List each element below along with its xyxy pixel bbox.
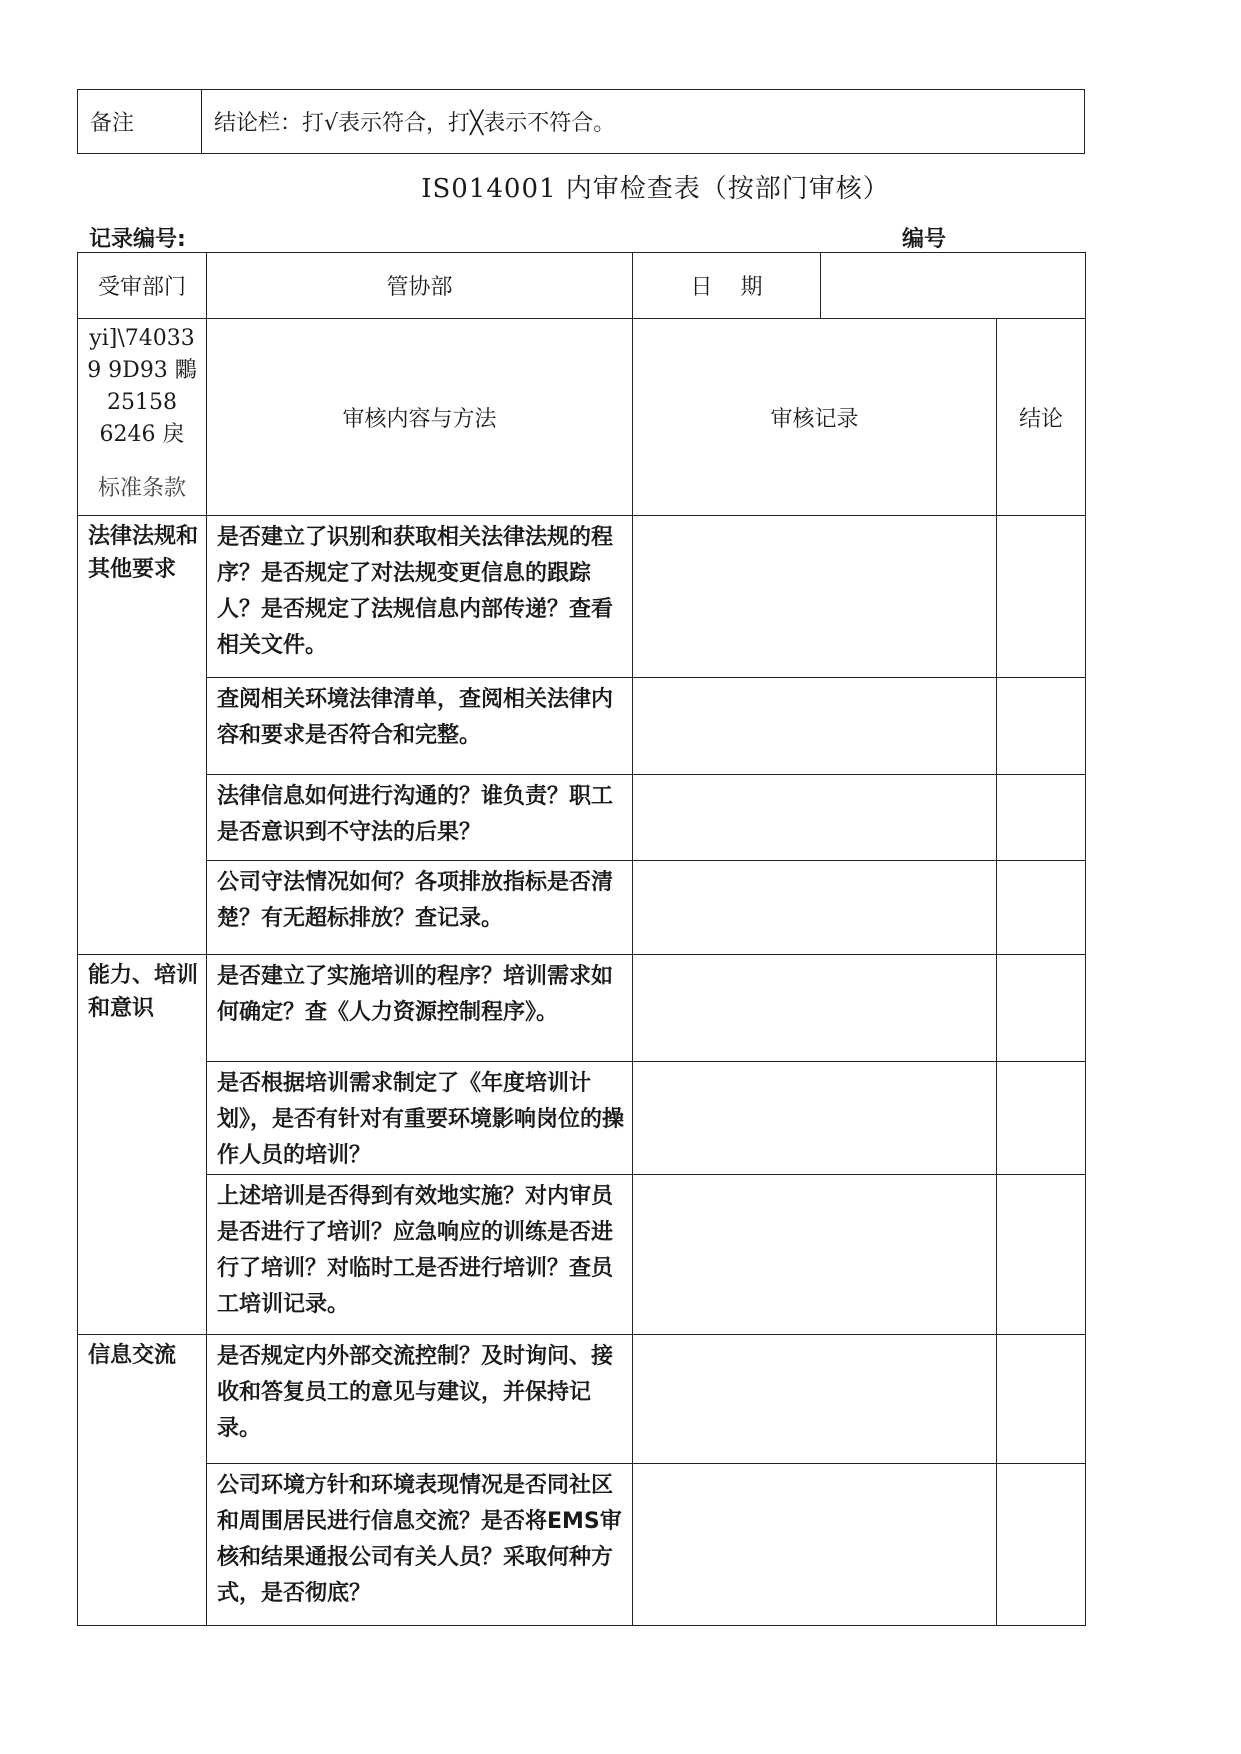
table-row — [78, 678, 1086, 775]
remarks-text: 结论栏：打√表示符合，打╳表示不符合。 — [202, 90, 1085, 154]
conclusion-cell[interactable] — [997, 1335, 1086, 1464]
document-title: IS014001 内审检查表（按部门审核） — [421, 174, 890, 204]
date-value[interactable] — [821, 253, 1086, 319]
audit-record-cell[interactable] — [633, 678, 997, 775]
record-column-header: 审核记录 — [633, 319, 997, 516]
table-row — [78, 775, 1086, 861]
audit-content-cell: 是否建立了实施培训的程序？培训需求如何确定？查《人力资源控制程序》。 — [207, 955, 633, 1062]
table-row — [78, 1464, 1086, 1626]
conclusion-cell[interactable] — [997, 516, 1086, 678]
table-row — [78, 516, 1086, 678]
audit-record-cell[interactable] — [633, 775, 997, 861]
dept-value: 管协部 — [207, 253, 633, 319]
record-number-label: 记录编号: — [89, 227, 186, 252]
clause-garble-line: 9 9D93 鷴 — [87, 358, 197, 383]
content-column-header: 审核内容与方法 — [207, 319, 633, 516]
clause-garble-line: 25158 — [107, 390, 177, 415]
clause-column-header — [78, 319, 207, 516]
audit-content-cell: 是否规定内外部交流控制？及时询问、接收和答复员工的意见与建议，并保持记录。 — [207, 1335, 633, 1464]
table-row — [78, 861, 1086, 955]
audit-content-cell: 是否建立了识别和获取相关法律法规的程序？是否规定了对法规变更信息的跟踪人？是否规定了法规信息内部传递？查看相关文件。 — [207, 516, 633, 678]
audit-record-cell[interactable] — [633, 955, 997, 1062]
audit-record-cell[interactable] — [633, 1464, 997, 1626]
header-row — [78, 253, 1086, 319]
table-row — [78, 1335, 1086, 1464]
audit-content-cell: 上述培训是否得到有效地实施？对内审员是否进行了培训？应急响应的训练是否进行了培训？对临时工是否进行培训？查员工培训记录。 — [207, 1175, 633, 1335]
audit-content-cell: 公司守法情况如何？各项排放指标是否清楚？有无超标排放？查记录。 — [207, 861, 633, 955]
clause-cell: 信息交流 — [78, 1335, 207, 1626]
clause-column-label: 标准条款 — [97, 476, 186, 501]
audit-record-cell[interactable] — [633, 1062, 997, 1175]
clause-cell: 法律法规和其他要求 — [78, 516, 207, 955]
conclusion-cell[interactable] — [997, 775, 1086, 861]
audit-content-cell: 查阅相关环境法律清单，查阅相关法律内容和要求是否符合和完整。 — [207, 678, 633, 775]
audit-content-cell: 公司环境方针和环境表现情况是否同社区和周围居民进行信息交流？是否将EMS审核和结果通报公司有关人员？采取何种方式，是否彻底？ — [207, 1464, 633, 1626]
audit-record-cell[interactable] — [633, 1335, 997, 1464]
conclusion-cell[interactable] — [997, 955, 1086, 1062]
audit-record-cell[interactable] — [633, 1175, 997, 1335]
audit-checklist-table — [77, 252, 1086, 1626]
clause-cell: 能力、培训和意识 — [78, 955, 207, 1335]
audit-record-cell[interactable] — [633, 516, 997, 678]
dept-label: 受审部门 — [78, 253, 207, 319]
audit-record-cell[interactable] — [633, 861, 997, 955]
conclusion-cell[interactable] — [997, 1062, 1086, 1175]
number-label: 编号 — [902, 227, 947, 252]
table-row — [78, 1175, 1086, 1335]
date-label: 日 期 — [633, 253, 821, 319]
conclusion-cell[interactable] — [997, 861, 1086, 955]
audit-content-cell: 法律信息如何进行沟通的？谁负责？职工是否意识到不守法的后果？ — [207, 775, 633, 861]
conclusion-cell[interactable] — [997, 678, 1086, 775]
audit-content-cell: 是否根据培训需求制定了《年度培训计划》，是否有针对有重要环境影响岗位的操作人员的培训？ — [207, 1062, 633, 1175]
column-header-row — [78, 319, 1086, 516]
remarks-table — [77, 89, 1085, 154]
table-row — [78, 955, 1086, 1062]
remarks-label: 备注 — [78, 90, 202, 154]
conclusion-cell[interactable] — [997, 1175, 1086, 1335]
conclusion-cell[interactable] — [997, 1464, 1086, 1626]
table-row — [78, 1062, 1086, 1175]
clause-garble-line: yi]\74033 — [89, 326, 195, 351]
conclusion-column-header: 结论 — [997, 319, 1086, 516]
clause-garble-line: 6246 戾 — [99, 422, 185, 447]
